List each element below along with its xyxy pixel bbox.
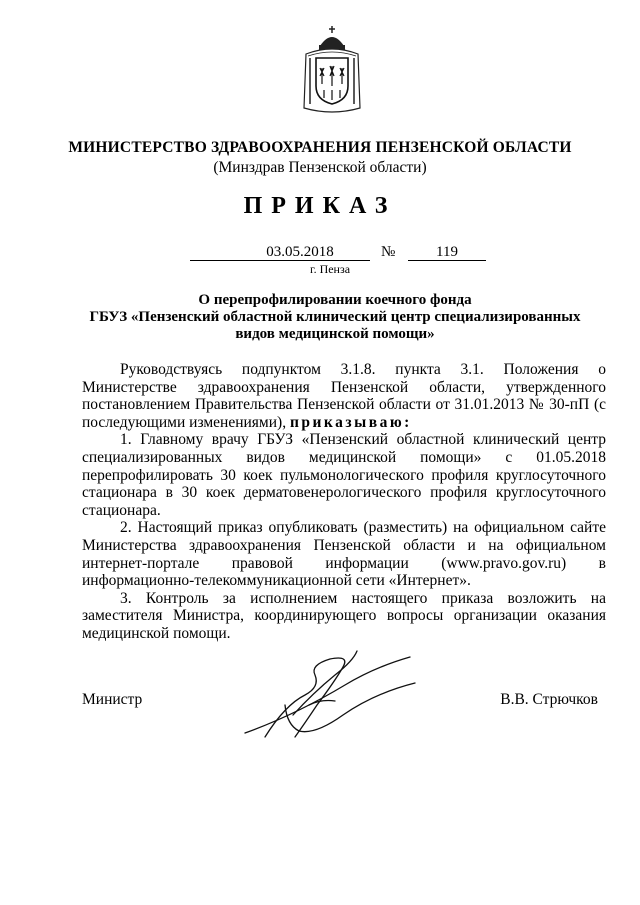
document-city: г. Пенза [310, 262, 351, 276]
intro-text: Руководствуясь подпунктом 3.1.8. пункта 3.1. Положения о Министерстве здравоохранения Пензенской области, утвержденного постановлением Правительства Пензенской области от 31.01.2013 № 30-пП (с последующими изменениями), [82, 361, 606, 431]
number-sign: № [381, 244, 396, 260]
document-date: 03.05.2018 [190, 244, 370, 261]
order-item-1: 1. Главному врачу ГБУЗ «Пензенский областной клинический центр специализированных видов медицинской помощи» с 01.05.2018 перепрофилировать 30 коек пульмонологического профиля круглосуточного стационара в 30 коек дерматовенерологического профиля круглосуточного стационара. [82, 431, 606, 519]
signer-position: Министр [82, 691, 143, 708]
subject-line: видов медицинской помощи» [235, 326, 435, 342]
signer-name: В.В. Стрючков [500, 691, 598, 708]
coat-of-arms-icon [300, 24, 364, 114]
subject-line: ГБУЗ «Пензенский областной клинический центр специализированных [89, 309, 581, 325]
subject-line: О перепрофилировании коечного фонда [198, 292, 472, 308]
document-number: 119 [408, 244, 486, 261]
order-word: приказываю: [289, 413, 412, 431]
document-subject [70, 292, 600, 343]
order-item-3: 3. Контроль за исполнением настоящего приказа возложить на заместителя Министра, координирующего вопросы организации оказания медицинской помощи. [82, 589, 606, 642]
ministry-short-name: (Минздрав Пензенской области) [213, 159, 427, 176]
document-body [82, 361, 606, 643]
handwritten-signature-icon [225, 645, 435, 745]
order-item-2: 2. Настоящий приказ опубликовать (разместить) на официальном сайте Министерства здравоохранения Пензенской области и на официальном интернет-портале правовой информации (www.pravo.gov.ru) в информационно-телекоммуникационной сети «Интернет». [82, 519, 606, 590]
ministry-name: МИНИСТЕРСТВО ЗДРАВООХРАНЕНИЯ ПЕНЗЕНСКОЙ ОБЛАСТИ [68, 139, 572, 156]
intro-paragraph [82, 361, 606, 431]
document-type-title: ПРИКАЗ [243, 193, 397, 219]
